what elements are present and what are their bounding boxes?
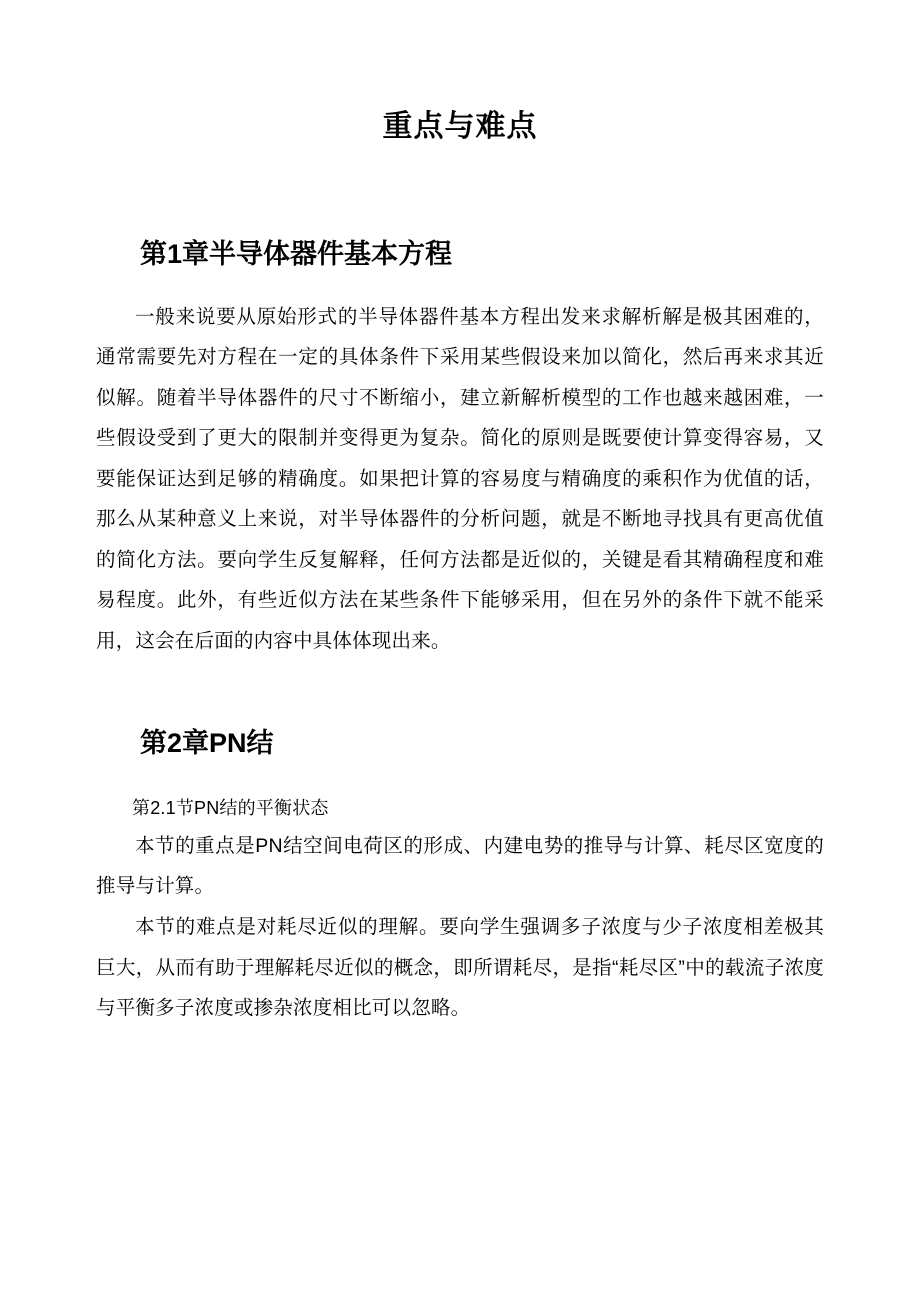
chapter-1-section bbox=[96, 234, 824, 661]
page-title: 重点与难点 bbox=[382, 110, 538, 143]
chapter-1-heading: 第1章半导体器件基本方程 bbox=[140, 239, 453, 269]
chapter-2-heading: 第2章PN结 bbox=[140, 728, 274, 759]
section-2-1-paragraph-1: 本节的重点是PN结空间电荷区的形成、内建电势的推导与计算、耗尽区宽度的推导与计算。 bbox=[96, 834, 824, 898]
chapter-1-paragraph-1: 一般来说要从原始形式的半导体器件基本方程出发来求解析解是极其困难的，通常需要先对方程在一定的具体条件下采用某些假设来加以简化，然后再来求其近似解。随着半导体器件的尺寸不断缩小，建立新解析模型的工作也越来越困难，一些假设受到了更大的限制并变得更为复杂。简化的原则是既要使计算变得容易，又要能保证达到足够的精确度。如果把计算的容易度与精确度的乘积作为优值的话，那么从某种意义上来说，对半导体器件的分析问题，就是不断地寻找具有更高优值的简化方法。要向学生反复解释，任何方法都是近似的，关键是看其精确程度和难易程度。此外，有些近似方法在某些条件下能够采用，但在另外的条件下就不能采用，这会在后面的内容中具体体现出来。 bbox=[96, 305, 824, 652]
section-2-1 bbox=[96, 790, 824, 1029]
section-2-1-heading: 第2.1节PN结的平衡状态 bbox=[132, 797, 329, 818]
chapter-2-section bbox=[96, 723, 824, 1028]
section-2-1-paragraph-2: 本节的难点是对耗尽近似的理解。要向学生强调多子浓度与少子浓度相差极其巨大，从而有助于理解耗尽近似的概念，即所谓耗尽，是指“耗尽区”中的载流子浓度与平衡多子浓度或掺杂浓度相比可以忽略。 bbox=[96, 916, 824, 1020]
